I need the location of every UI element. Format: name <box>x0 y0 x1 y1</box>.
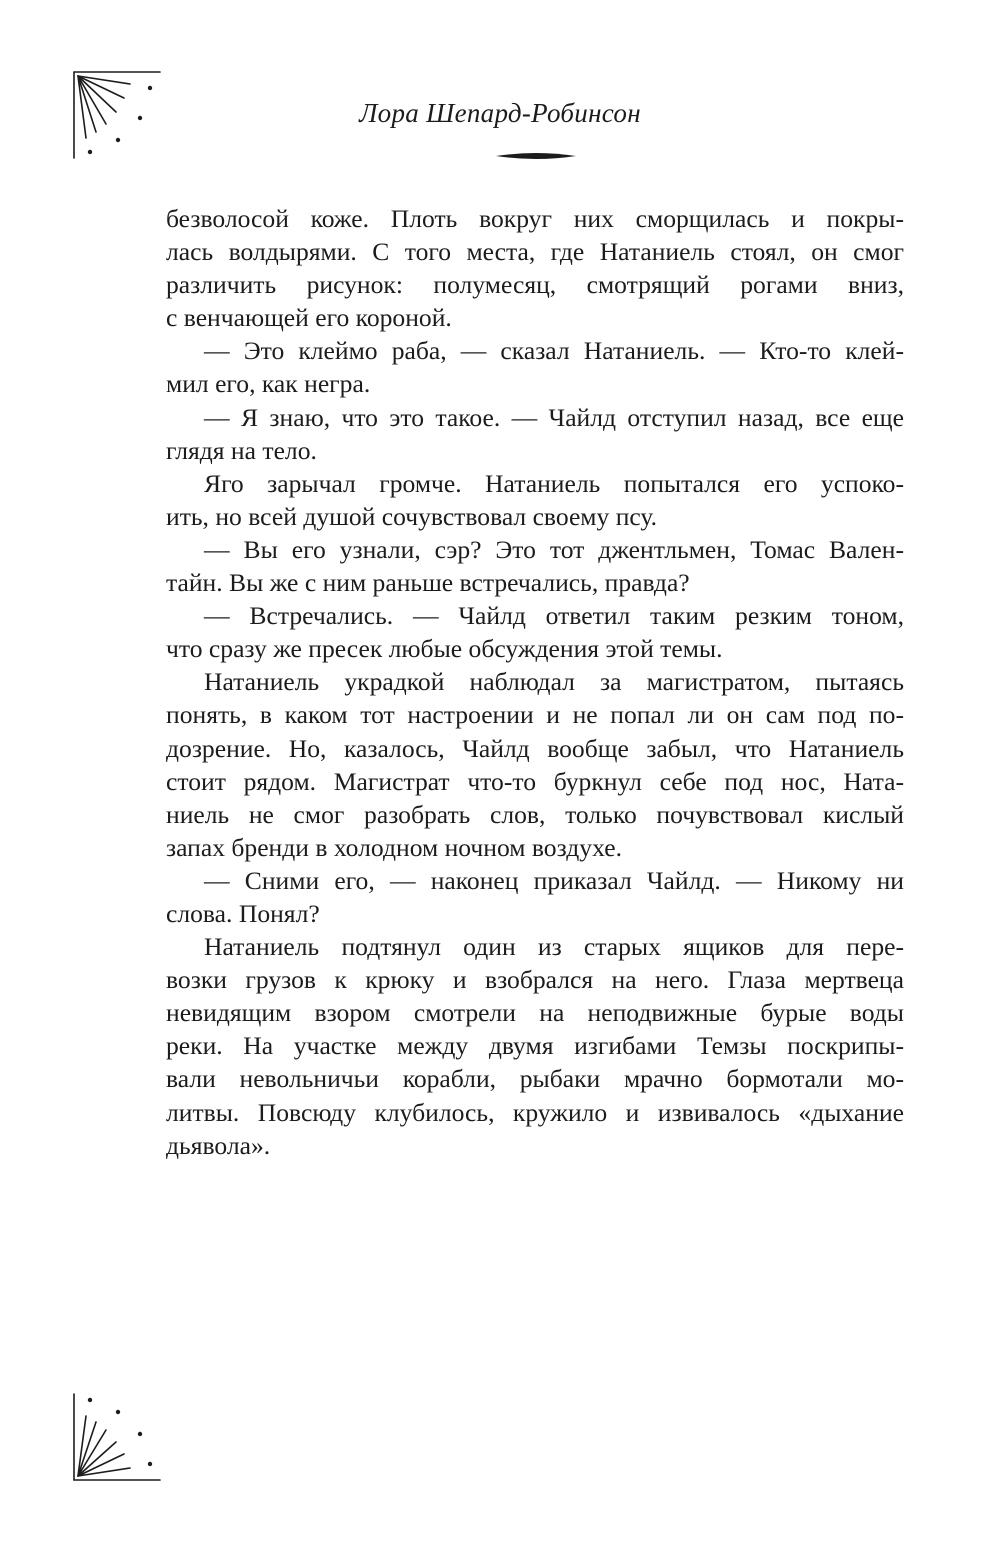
text-line: понять, в каком тот настроении и не попал ли он сам под по- <box>166 700 904 730</box>
text-line: возки грузов к крюку и взобрался на него. Глаза мертвеца <box>166 965 904 995</box>
running-head <box>0 98 1000 129</box>
text-line: дозрение. Но, казалось, Чайлд вообще забыл, что Натаниель <box>166 733 904 763</box>
header-rule-icon <box>496 150 576 162</box>
text-line: дьявола». <box>166 1130 271 1160</box>
text-line: невидящим взором смотрели на неподвижные бурые воды <box>166 998 904 1028</box>
text-line: литвы. Повсюду клубилось, кружило и извивалось «дыхание <box>166 1097 904 1127</box>
text-line: что сразу же пресек любые обсуждения этой темы. <box>166 634 723 664</box>
text-line: с венчающей его короной. <box>166 303 452 333</box>
text-line: вали невольничьи корабли, рыбаки мрачно бормотали мо- <box>166 1064 904 1094</box>
text-line: ниель не смог разобрать слов, только почувствовал кислый <box>166 799 904 829</box>
sunburst-ornament-bottom-icon <box>68 1388 168 1488</box>
text-line: — Сними его, — наконец приказал Чайлд. — Никому ни <box>204 865 904 895</box>
text-line: — Встречались. — Чайлд ответил таким резким тоном, <box>204 601 904 631</box>
text-line: ить, но всей душой сочувствовал своему псу. <box>166 501 658 531</box>
text-line: стоит рядом. Магистрат что-то буркнул себе под нос, Ната- <box>166 766 904 796</box>
text-line: тайн. Вы же с ним раньше встречались, правда? <box>166 568 690 598</box>
text-line: различить рисунок: полумесяц, смотрящий рогами вниз, <box>166 270 904 300</box>
text-line: мил его, как негра. <box>166 369 371 399</box>
text-line: запах бренди в холодном ночном воздухе. <box>166 832 622 862</box>
text-line: безволосой коже. Плоть вокруг них сморщилась и покры- <box>166 204 904 233</box>
running-head-author: Лора Шепард-Робинсон <box>359 98 641 128</box>
text-line: глядя на тело. <box>166 435 317 465</box>
text-line: — Вы его узнали, сэр? Это тот джентльмен, Томас Вален- <box>204 534 904 564</box>
text-line: — Я знаю, что это такое. — Чайлд отступил назад, все еще <box>204 402 904 432</box>
body-text <box>166 202 904 1162</box>
text-line: Натаниель подтянул один из старых ящиков для пере- <box>204 932 904 962</box>
text-line: Натаниель украдкой наблюдал за магистратом, пытаясь <box>204 667 904 697</box>
text-line: слова. Понял? <box>166 898 320 928</box>
text-line: — Это клеймо раба, — сказал Натаниель. — Кто-то клей- <box>204 336 904 366</box>
text-line: лась волдырями. С того места, где Натаниель стоял, он смог <box>166 237 904 267</box>
text-line: Яго зарычал громче. Натаниель попытался его успоко- <box>204 468 904 498</box>
text-line: реки. На участке между двумя изгибами Темзы поскрипы- <box>166 1031 904 1061</box>
